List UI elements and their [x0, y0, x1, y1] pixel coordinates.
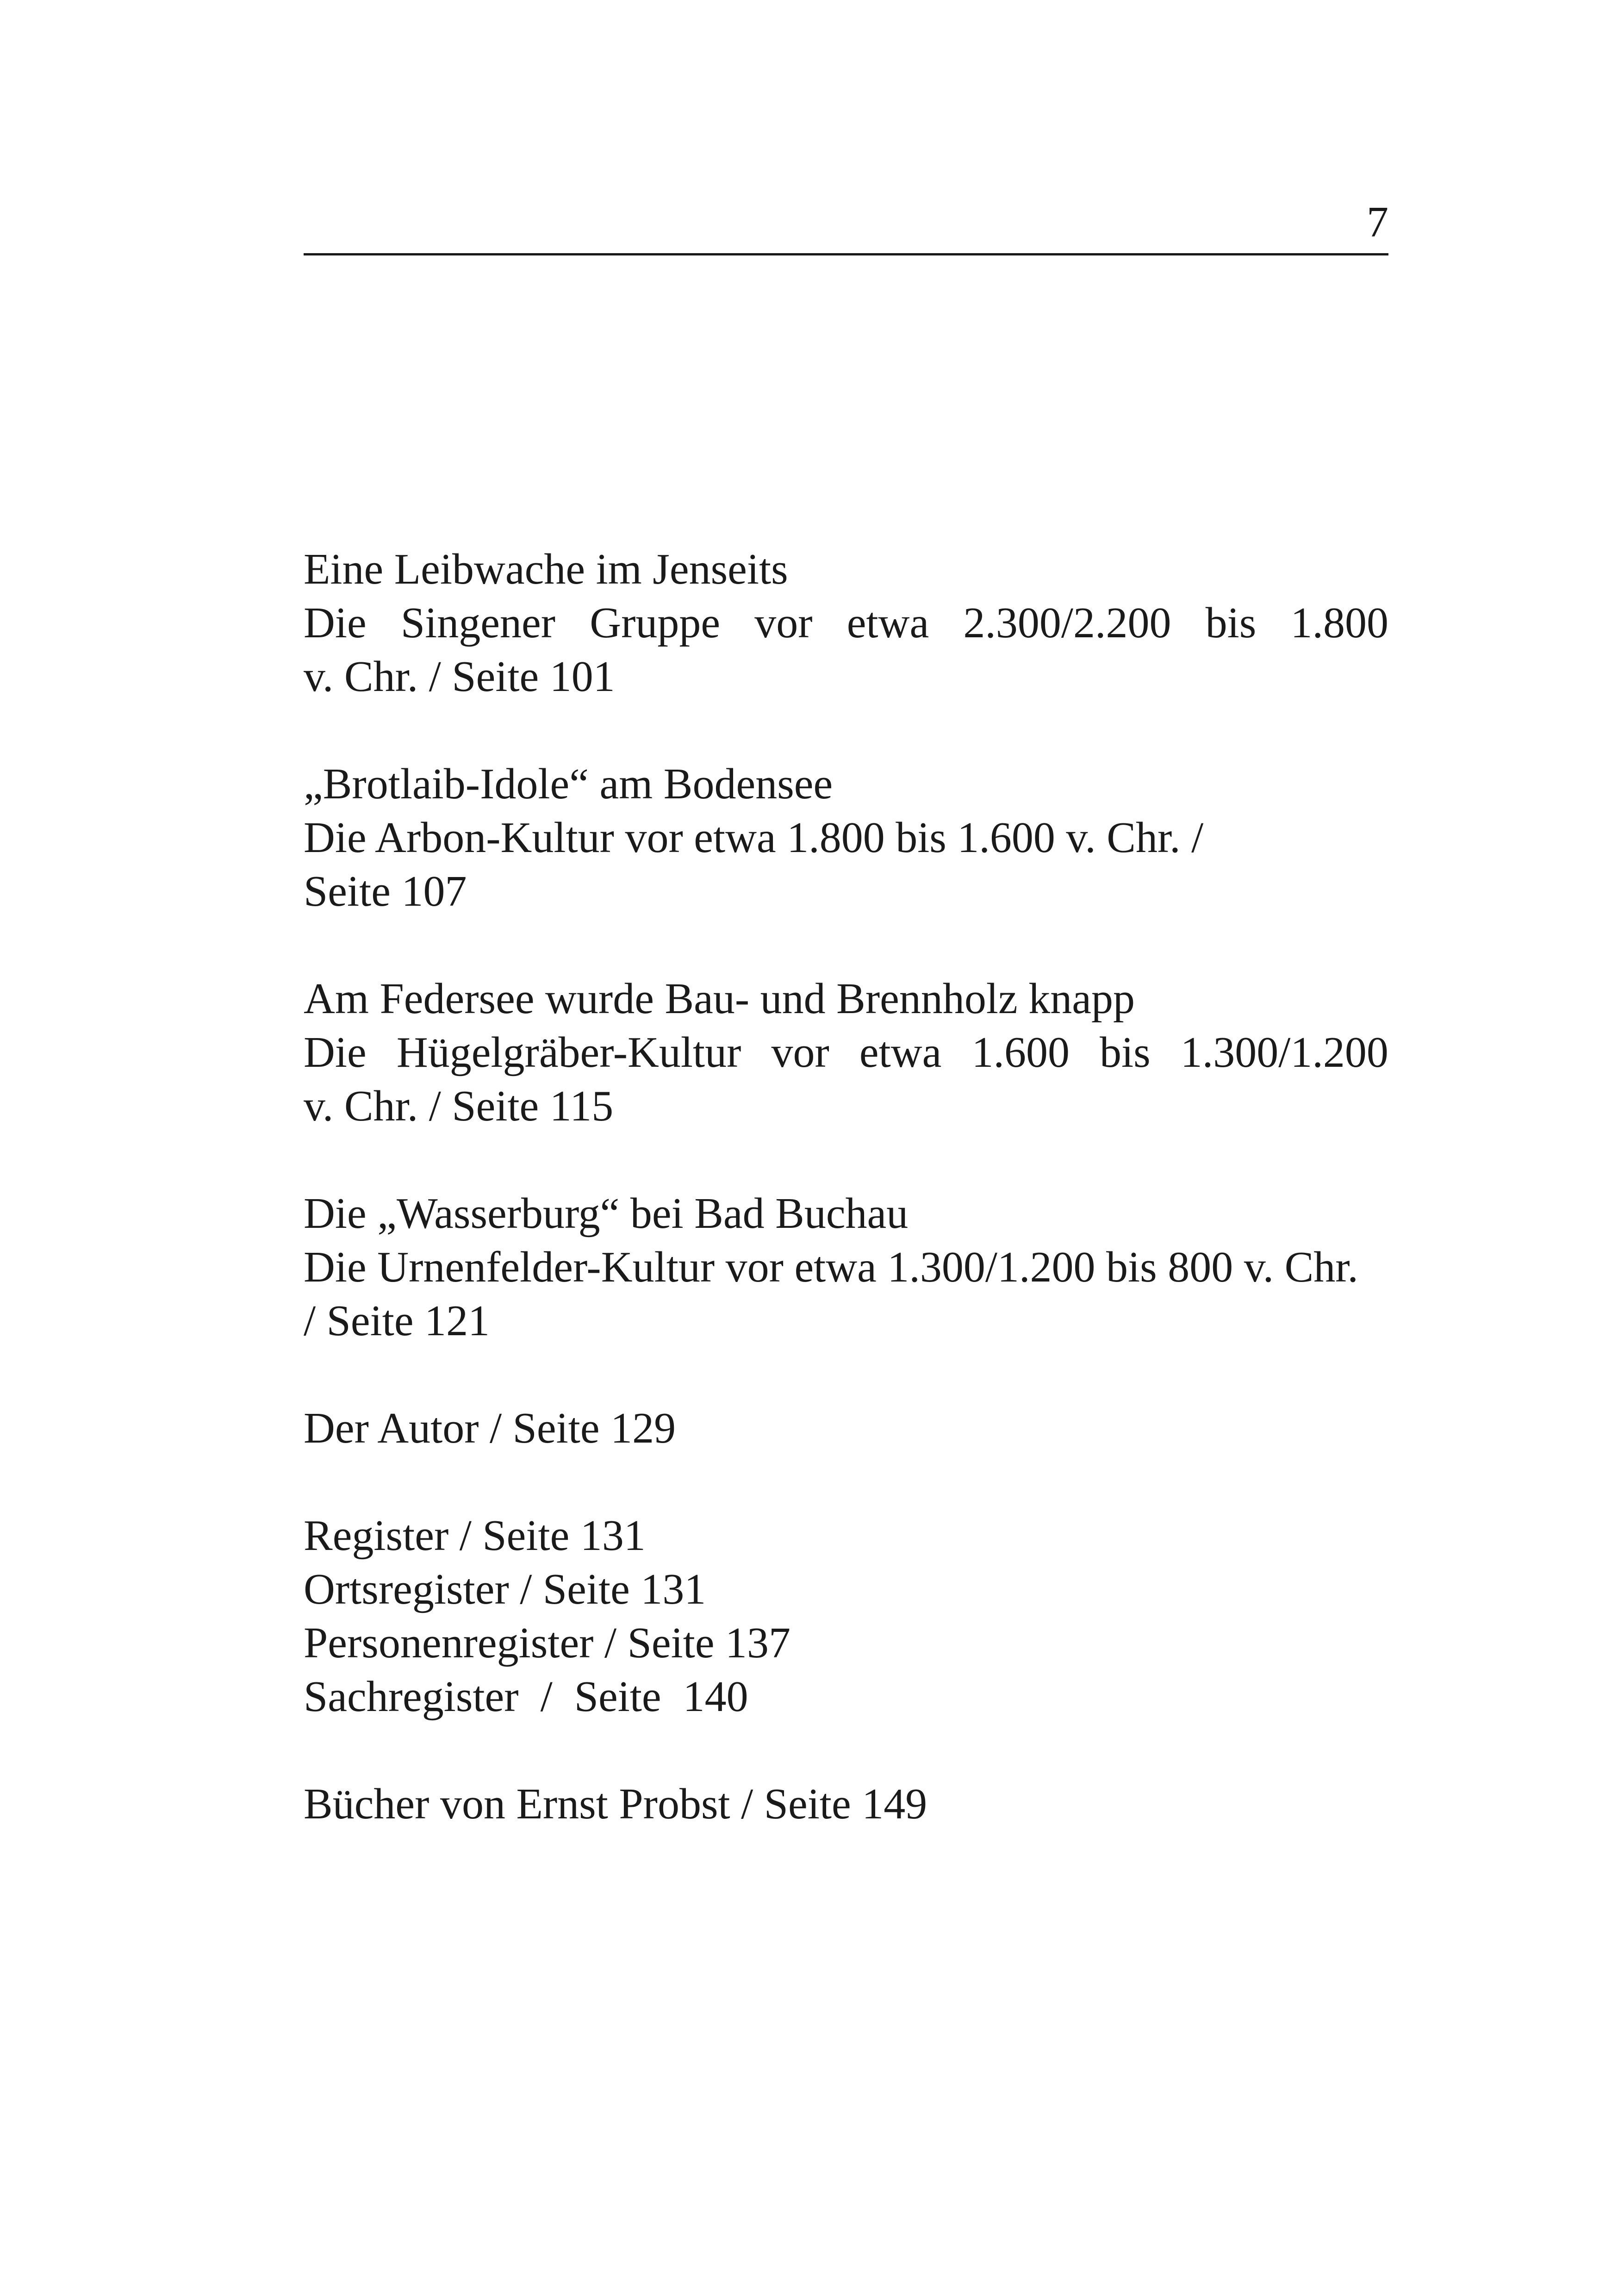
toc-word: 1.600 — [971, 1028, 1070, 1076]
toc-word: bis — [1205, 599, 1257, 647]
toc-gap — [304, 918, 1388, 972]
toc-word: etwa — [846, 599, 929, 647]
toc-word: Singener — [400, 599, 556, 647]
toc-entry-title: Die „Wasserburg“ bei Bad Buchau — [304, 1189, 909, 1238]
toc-gap — [304, 1133, 1388, 1187]
toc-entry-title: Der Autor / Seite 129 — [304, 1404, 676, 1452]
toc-gap — [304, 703, 1388, 757]
header-rule — [304, 253, 1388, 255]
toc-word: Hügelgräber-Kultur — [396, 1028, 741, 1076]
toc-entry-title: Am Federsee wurde Bau- und Brennholz knapp — [304, 975, 1135, 1023]
toc-word: vor — [754, 599, 813, 647]
toc-word: 2.300/2.200 — [963, 599, 1171, 647]
toc-word: vor — [771, 1028, 829, 1076]
toc-entry-page-ref: v. Chr. / Seite 101 — [304, 653, 615, 701]
toc-entry-autor — [304, 1401, 1388, 1455]
toc-entry-buecher — [304, 1777, 1388, 1831]
toc-word: Die — [304, 1028, 367, 1076]
toc-word: 1.800 — [1290, 599, 1388, 647]
toc-word: Gruppe — [590, 599, 721, 647]
toc-entry-title: Eine Leibwache im Jenseits — [304, 545, 788, 593]
toc-entry-subitem: Sachregister / Seite 140 — [304, 1673, 748, 1721]
toc-entry-title: „Brotlaib-Idole“ am Bodensee — [304, 760, 833, 808]
toc-word: 1.300/1.200 — [1180, 1028, 1388, 1076]
toc-gap — [304, 1348, 1388, 1401]
page-number: 7 — [1367, 198, 1388, 246]
toc-entry-federsee — [304, 972, 1388, 1133]
toc-entry-page-ref: / Seite 121 — [304, 1297, 490, 1345]
toc-entry-title: Bücher von Ernst Probst / Seite 149 — [304, 1780, 927, 1828]
toc-gap — [304, 1724, 1388, 1777]
toc-entry-register — [304, 1509, 1388, 1724]
toc-gap — [304, 1455, 1388, 1509]
toc-entry-wasserburg — [304, 1187, 1388, 1348]
toc-entry-page-ref: Seite 107 — [304, 867, 467, 915]
table-of-contents — [304, 542, 1388, 1831]
toc-entry-subitem: Personenregister / Seite 137 — [304, 1619, 791, 1667]
toc-word: etwa — [859, 1028, 942, 1076]
toc-entry-subtitle — [304, 1026, 1388, 1079]
toc-word: Die — [304, 599, 367, 647]
toc-entry-title: Register / Seite 131 — [304, 1512, 646, 1560]
toc-entry-leibwache — [304, 542, 1388, 703]
toc-entry-subtitle — [304, 596, 1388, 650]
toc-word: bis — [1100, 1028, 1151, 1076]
toc-entry-page-ref: v. Chr. / Seite 115 — [304, 1082, 614, 1130]
toc-entry-subtitle: Die Urnenfelder-Kultur vor etwa 1.300/1.200 bis 800 v. Chr. — [304, 1243, 1358, 1291]
toc-entry-brotlaib-idole — [304, 757, 1388, 918]
toc-entry-subtitle: Die Arbon-Kultur vor etwa 1.800 bis 1.600 v. Chr. / — [304, 814, 1204, 862]
toc-entry-subitem: Ortsregister / Seite 131 — [304, 1565, 706, 1613]
